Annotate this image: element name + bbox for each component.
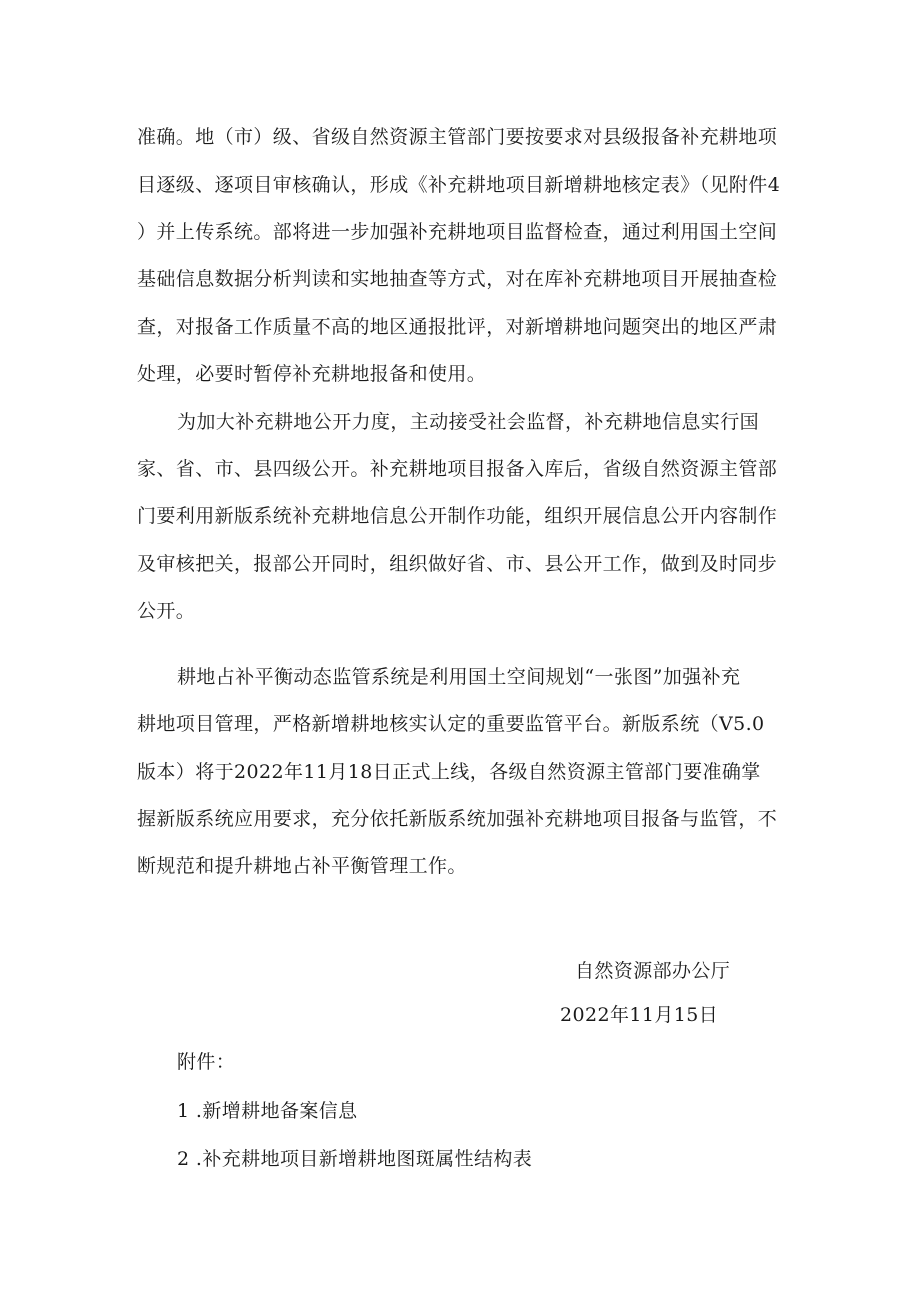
paragraph-1-line-2: 目逐级、逐项目审核确认，形成《补充耕地项目新增耕地核定表》（见附件4 bbox=[137, 174, 781, 196]
attachment-item-2: 2 .补充耕地项目新增耕地图斑属性结构表 bbox=[177, 1148, 533, 1170]
paragraph-2-line-2: 家、省、市、县四级公开。补充耕地项目报备入库后，省级自然资源主管部 bbox=[137, 458, 778, 480]
paragraph-1-line-1: 准确。地（市）级、省级自然资源主管部门要按要求对县级报备补充耕地项 bbox=[137, 126, 778, 148]
paragraph-1-line-6: 处理，必要时暂停补充耕地报备和使用。 bbox=[137, 363, 487, 385]
paragraph-3-line-4: 握新版系统应用要求，充分依托新版系统加强补充耕地项目报备与监管，不 bbox=[137, 808, 778, 830]
paragraph-3-line-2: 耕地项目管理，严格新增耕地核实认定的重要监管平台。新版系统（V5.0 bbox=[137, 713, 765, 735]
paragraph-3-line-1: 耕地占补平衡动态监管系统是利用国土空间规划“一张图”加强补充 bbox=[177, 666, 741, 688]
attachments-heading: 附件： bbox=[177, 1051, 236, 1073]
paragraph-1-line-5: 查，对报备工作质量不高的地区通报批评，对新增耕地问题突出的地区严肃 bbox=[137, 316, 778, 338]
paragraph-2-line-1: 为加大补充耕地公开力度，主动接受社会监督，补充耕地信息实行国 bbox=[177, 411, 760, 433]
paragraph-1-line-4: 基础信息数据分析判读和实地抽查等方式，对在库补充耕地项目开展抽查检 bbox=[137, 268, 778, 290]
paragraph-1-line-3: ）并上传系统。部将进一步加强补充耕地项目监督检查，通过利用国土空间 bbox=[137, 221, 778, 243]
paragraph-3-line-3: 版本）将于2022年11月18日正式上线，各级自然资源主管部门要准确掌 bbox=[137, 761, 761, 783]
paragraph-2-line-5: 公开。 bbox=[137, 600, 196, 622]
paragraph-2-line-3: 门要利用新版系统补充耕地信息公开制作功能，组织开展信息公开内容制作 bbox=[137, 505, 778, 527]
signature-date: 2022年11月15日 bbox=[560, 1004, 719, 1026]
signature-office: 自然资源部办公厅 bbox=[575, 960, 731, 982]
paragraph-2-line-4: 及审核把关，报部公开同时，组织做好省、市、县公开工作，做到及时同步 bbox=[137, 553, 778, 575]
attachment-item-1: 1 .新增耕地备案信息 bbox=[177, 1100, 358, 1122]
paragraph-3-line-5: 断规范和提升耕地占补平衡管理工作。 bbox=[137, 855, 467, 877]
